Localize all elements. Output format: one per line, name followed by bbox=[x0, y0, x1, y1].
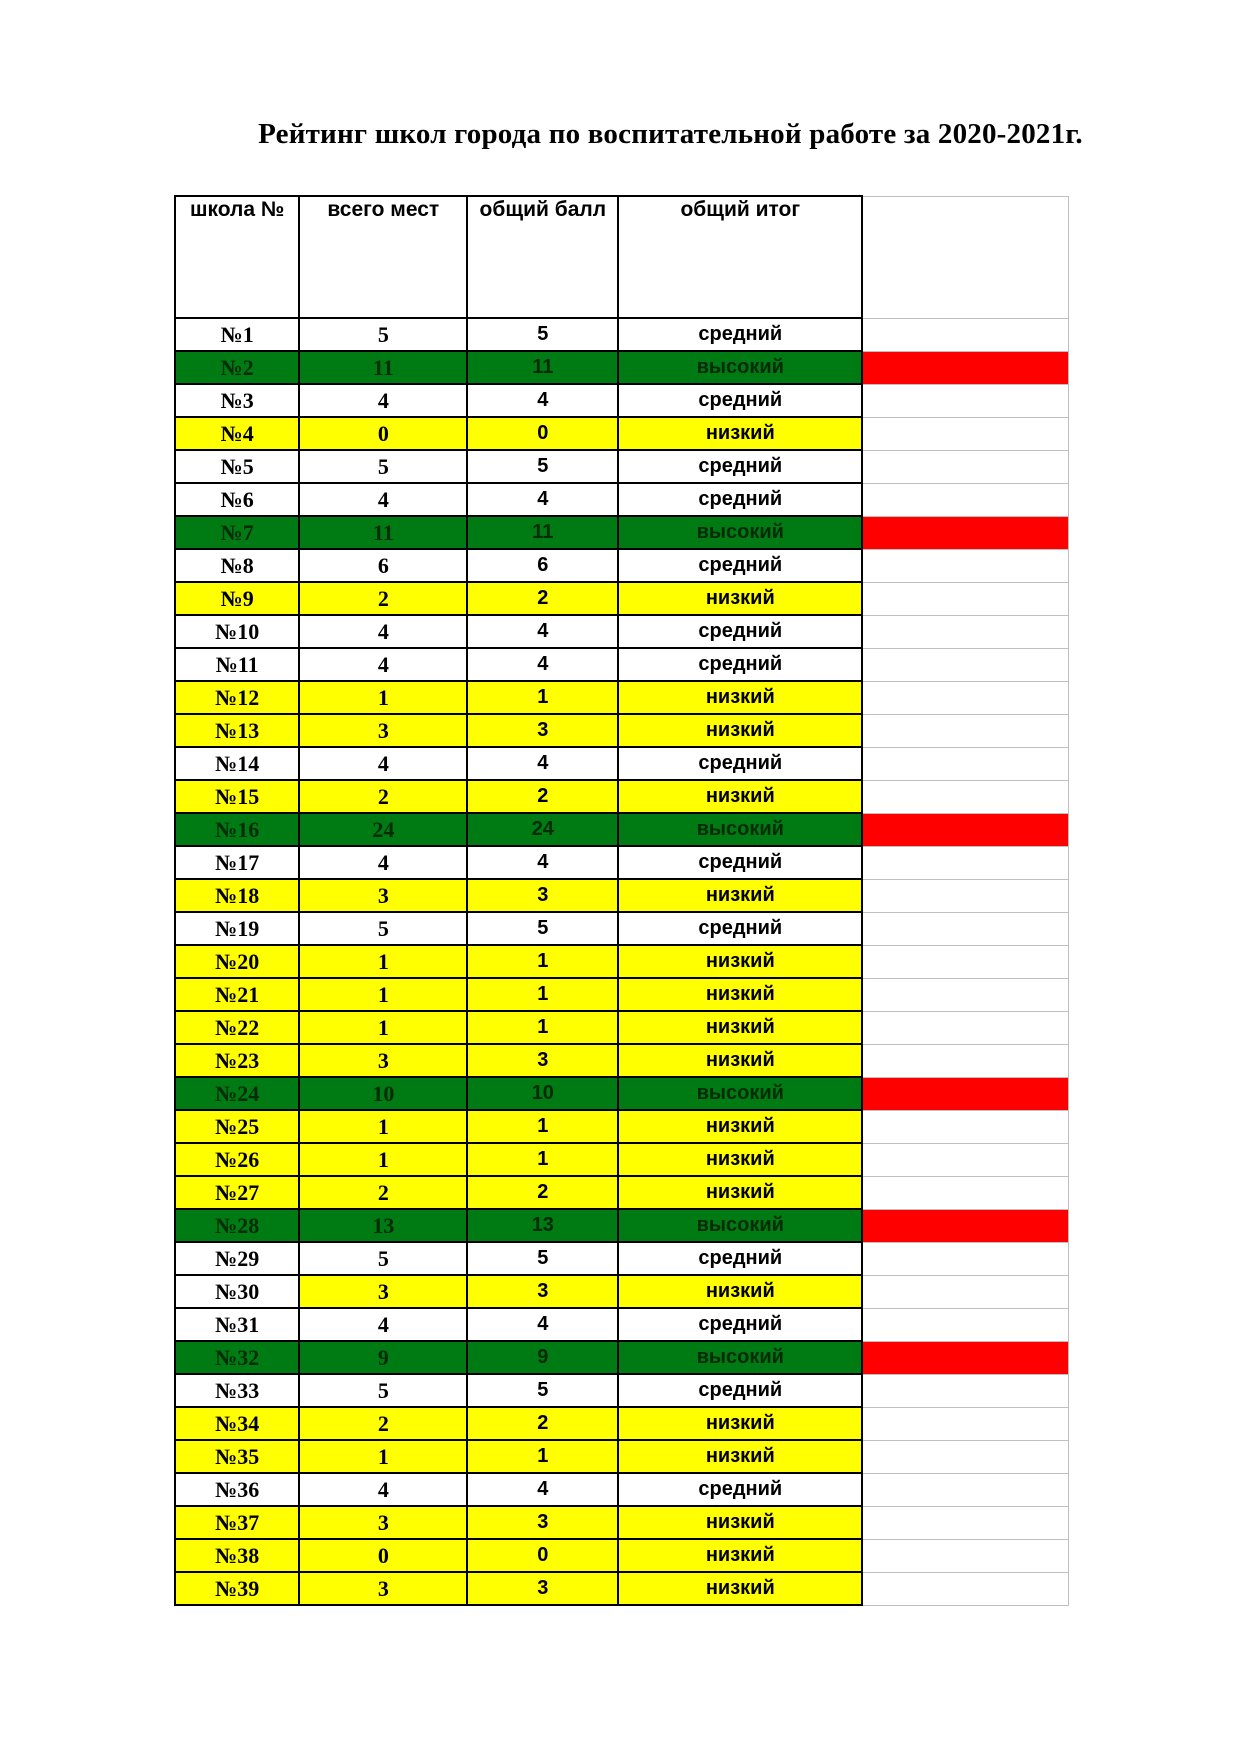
empty-mark-cell bbox=[862, 1176, 1068, 1209]
result-cell: низкий bbox=[618, 417, 862, 450]
score-cell: 0 bbox=[467, 417, 618, 450]
result-cell: высокий bbox=[618, 516, 862, 549]
places-cell: 1 bbox=[299, 945, 467, 978]
score-cell: 10 bbox=[467, 1077, 618, 1110]
table-row bbox=[175, 1308, 1068, 1341]
empty-mark-cell bbox=[862, 318, 1068, 351]
school-cell: №22 bbox=[175, 1011, 299, 1044]
places-cell: 4 bbox=[299, 384, 467, 417]
empty-mark-cell bbox=[862, 780, 1068, 813]
table-row bbox=[175, 384, 1068, 417]
table-row bbox=[175, 549, 1068, 582]
empty-mark-cell bbox=[862, 1044, 1068, 1077]
result-cell: низкий bbox=[618, 1506, 862, 1539]
result-cell: средний bbox=[618, 846, 862, 879]
school-cell: №21 bbox=[175, 978, 299, 1011]
score-cell: 1 bbox=[467, 978, 618, 1011]
table-row bbox=[175, 1407, 1068, 1440]
places-cell: 11 bbox=[299, 516, 467, 549]
places-cell: 1 bbox=[299, 1143, 467, 1176]
result-cell: высокий bbox=[618, 351, 862, 384]
result-cell: средний bbox=[618, 549, 862, 582]
table-row bbox=[175, 945, 1068, 978]
school-cell: №36 bbox=[175, 1473, 299, 1506]
school-cell: №27 bbox=[175, 1176, 299, 1209]
places-cell: 5 bbox=[299, 1374, 467, 1407]
result-cell: низкий bbox=[618, 1539, 862, 1572]
score-cell: 1 bbox=[467, 1011, 618, 1044]
empty-mark-cell bbox=[862, 681, 1068, 714]
table-row bbox=[175, 1539, 1068, 1572]
empty-mark-cell bbox=[862, 714, 1068, 747]
highlight-mark bbox=[862, 813, 1068, 846]
score-cell: 4 bbox=[467, 483, 618, 516]
empty-mark-cell bbox=[862, 1011, 1068, 1044]
places-cell: 1 bbox=[299, 681, 467, 714]
places-cell: 6 bbox=[299, 549, 467, 582]
places-cell: 5 bbox=[299, 450, 467, 483]
score-cell: 4 bbox=[467, 1308, 618, 1341]
school-cell: №8 bbox=[175, 549, 299, 582]
table-row bbox=[175, 1341, 1068, 1374]
places-cell: 2 bbox=[299, 1176, 467, 1209]
score-cell: 5 bbox=[467, 450, 618, 483]
empty-mark-cell bbox=[862, 549, 1068, 582]
highlight-mark bbox=[862, 516, 1068, 549]
places-cell: 5 bbox=[299, 318, 467, 351]
header-row bbox=[175, 196, 1068, 318]
score-cell: 2 bbox=[467, 780, 618, 813]
places-cell: 24 bbox=[299, 813, 467, 846]
score-cell: 4 bbox=[467, 1473, 618, 1506]
score-cell: 24 bbox=[467, 813, 618, 846]
places-cell: 3 bbox=[299, 714, 467, 747]
school-cell: №4 bbox=[175, 417, 299, 450]
empty-mark-cell bbox=[862, 846, 1068, 879]
school-cell: №32 bbox=[175, 1341, 299, 1374]
places-cell: 1 bbox=[299, 1011, 467, 1044]
table-row bbox=[175, 1374, 1068, 1407]
table-row bbox=[175, 483, 1068, 516]
school-cell: №20 bbox=[175, 945, 299, 978]
result-cell: средний bbox=[618, 648, 862, 681]
empty-mark-cell bbox=[862, 1143, 1068, 1176]
table-row bbox=[175, 1242, 1068, 1275]
school-cell: №11 bbox=[175, 648, 299, 681]
school-cell: №3 bbox=[175, 384, 299, 417]
table-header bbox=[175, 196, 1068, 318]
header-result: общий итог bbox=[618, 196, 862, 318]
school-cell: №37 bbox=[175, 1506, 299, 1539]
empty-mark-cell bbox=[862, 1308, 1068, 1341]
result-cell: средний bbox=[618, 1308, 862, 1341]
places-cell: 5 bbox=[299, 1242, 467, 1275]
result-cell: низкий bbox=[618, 1572, 862, 1605]
score-cell: 5 bbox=[467, 1242, 618, 1275]
school-cell: №19 bbox=[175, 912, 299, 945]
score-cell: 0 bbox=[467, 1539, 618, 1572]
score-cell: 11 bbox=[467, 516, 618, 549]
table-row bbox=[175, 351, 1068, 384]
empty-mark-cell bbox=[862, 945, 1068, 978]
school-cell: №33 bbox=[175, 1374, 299, 1407]
empty-mark-cell bbox=[862, 912, 1068, 945]
table-body bbox=[175, 318, 1068, 1605]
score-cell: 3 bbox=[467, 879, 618, 912]
places-cell: 4 bbox=[299, 1473, 467, 1506]
empty-mark-cell bbox=[862, 450, 1068, 483]
result-cell: средний bbox=[618, 747, 862, 780]
table-row bbox=[175, 780, 1068, 813]
table-row bbox=[175, 582, 1068, 615]
school-cell: №35 bbox=[175, 1440, 299, 1473]
table-row bbox=[175, 648, 1068, 681]
result-cell: низкий bbox=[618, 1011, 862, 1044]
result-cell: высокий bbox=[618, 1077, 862, 1110]
places-cell: 5 bbox=[299, 912, 467, 945]
highlight-mark bbox=[862, 351, 1068, 384]
places-cell: 3 bbox=[299, 1506, 467, 1539]
empty-mark-cell bbox=[862, 615, 1068, 648]
result-cell: средний bbox=[618, 450, 862, 483]
empty-mark-cell bbox=[862, 1374, 1068, 1407]
result-cell: низкий bbox=[618, 1275, 862, 1308]
result-cell: низкий bbox=[618, 945, 862, 978]
table-row bbox=[175, 1473, 1068, 1506]
places-cell: 4 bbox=[299, 1308, 467, 1341]
score-cell: 3 bbox=[467, 714, 618, 747]
school-cell: №39 bbox=[175, 1572, 299, 1605]
score-cell: 4 bbox=[467, 846, 618, 879]
table-row bbox=[175, 1143, 1068, 1176]
empty-mark-cell bbox=[862, 1407, 1068, 1440]
school-cell: №30 bbox=[175, 1275, 299, 1308]
rating-table bbox=[174, 195, 1069, 1606]
score-cell: 4 bbox=[467, 384, 618, 417]
result-cell: средний bbox=[618, 483, 862, 516]
result-cell: высокий bbox=[618, 1341, 862, 1374]
header-places: всего мест bbox=[299, 196, 467, 318]
empty-mark-cell bbox=[862, 384, 1068, 417]
places-cell: 1 bbox=[299, 978, 467, 1011]
school-cell: №26 bbox=[175, 1143, 299, 1176]
places-cell: 10 bbox=[299, 1077, 467, 1110]
places-cell: 1 bbox=[299, 1440, 467, 1473]
score-cell: 5 bbox=[467, 318, 618, 351]
places-cell: 3 bbox=[299, 1572, 467, 1605]
school-cell: №1 bbox=[175, 318, 299, 351]
table-row bbox=[175, 813, 1068, 846]
empty-mark-cell bbox=[862, 1440, 1068, 1473]
empty-mark-cell bbox=[862, 1506, 1068, 1539]
school-cell: №6 bbox=[175, 483, 299, 516]
school-cell: №29 bbox=[175, 1242, 299, 1275]
places-cell: 9 bbox=[299, 1341, 467, 1374]
places-cell: 4 bbox=[299, 846, 467, 879]
page-title: Рейтинг школ города по воспитательной работе за 2020-2021г. bbox=[258, 118, 1083, 150]
empty-mark-cell bbox=[862, 978, 1068, 1011]
school-cell: №12 bbox=[175, 681, 299, 714]
score-cell: 5 bbox=[467, 1374, 618, 1407]
school-cell: №34 bbox=[175, 1407, 299, 1440]
result-cell: низкий bbox=[618, 1044, 862, 1077]
school-cell: №2 bbox=[175, 351, 299, 384]
result-cell: средний bbox=[618, 1242, 862, 1275]
score-cell: 2 bbox=[467, 1176, 618, 1209]
result-cell: низкий bbox=[618, 879, 862, 912]
places-cell: 4 bbox=[299, 615, 467, 648]
school-cell: №31 bbox=[175, 1308, 299, 1341]
table-row bbox=[175, 318, 1068, 351]
result-cell: средний bbox=[618, 1473, 862, 1506]
result-cell: средний bbox=[618, 384, 862, 417]
places-cell: 4 bbox=[299, 483, 467, 516]
result-cell: средний bbox=[618, 912, 862, 945]
result-cell: низкий bbox=[618, 1407, 862, 1440]
score-cell: 5 bbox=[467, 912, 618, 945]
score-cell: 3 bbox=[467, 1044, 618, 1077]
table-row bbox=[175, 1176, 1068, 1209]
score-cell: 1 bbox=[467, 945, 618, 978]
score-cell: 3 bbox=[467, 1506, 618, 1539]
score-cell: 9 bbox=[467, 1341, 618, 1374]
places-cell: 2 bbox=[299, 780, 467, 813]
table-row bbox=[175, 1572, 1068, 1605]
empty-mark-cell bbox=[862, 483, 1068, 516]
table-row bbox=[175, 846, 1068, 879]
result-cell: низкий bbox=[618, 1440, 862, 1473]
places-cell: 4 bbox=[299, 747, 467, 780]
score-cell: 13 bbox=[467, 1209, 618, 1242]
result-cell: низкий bbox=[618, 714, 862, 747]
school-cell: №25 bbox=[175, 1110, 299, 1143]
score-cell: 11 bbox=[467, 351, 618, 384]
school-cell: №24 bbox=[175, 1077, 299, 1110]
table-row bbox=[175, 417, 1068, 450]
header-mark bbox=[862, 196, 1068, 318]
result-cell: низкий bbox=[618, 681, 862, 714]
table-row bbox=[175, 714, 1068, 747]
school-cell: №5 bbox=[175, 450, 299, 483]
places-cell: 0 bbox=[299, 417, 467, 450]
school-cell: №38 bbox=[175, 1539, 299, 1572]
empty-mark-cell bbox=[862, 1473, 1068, 1506]
table-row bbox=[175, 681, 1068, 714]
table-row bbox=[175, 1077, 1068, 1110]
empty-mark-cell bbox=[862, 1242, 1068, 1275]
places-cell: 3 bbox=[299, 879, 467, 912]
school-cell: №17 bbox=[175, 846, 299, 879]
places-cell: 2 bbox=[299, 1407, 467, 1440]
score-cell: 3 bbox=[467, 1572, 618, 1605]
result-cell: низкий bbox=[618, 1176, 862, 1209]
highlight-mark bbox=[862, 1341, 1068, 1374]
result-cell: низкий bbox=[618, 1143, 862, 1176]
result-cell: средний bbox=[618, 615, 862, 648]
empty-mark-cell bbox=[862, 747, 1068, 780]
highlight-mark bbox=[862, 1077, 1068, 1110]
table-row bbox=[175, 516, 1068, 549]
empty-mark-cell bbox=[862, 879, 1068, 912]
table-row bbox=[175, 1011, 1068, 1044]
school-cell: №13 bbox=[175, 714, 299, 747]
table-row bbox=[175, 1506, 1068, 1539]
score-cell: 1 bbox=[467, 1110, 618, 1143]
table-row bbox=[175, 1044, 1068, 1077]
empty-mark-cell bbox=[862, 1110, 1068, 1143]
result-cell: низкий bbox=[618, 780, 862, 813]
table-row bbox=[175, 1209, 1068, 1242]
table-row bbox=[175, 879, 1068, 912]
places-cell: 1 bbox=[299, 1110, 467, 1143]
school-cell: №23 bbox=[175, 1044, 299, 1077]
school-cell: №10 bbox=[175, 615, 299, 648]
result-cell: средний bbox=[618, 318, 862, 351]
score-cell: 4 bbox=[467, 615, 618, 648]
header-score: общий балл bbox=[467, 196, 618, 318]
places-cell: 3 bbox=[299, 1275, 467, 1308]
empty-mark-cell bbox=[862, 648, 1068, 681]
places-cell: 0 bbox=[299, 1539, 467, 1572]
score-cell: 2 bbox=[467, 582, 618, 615]
school-cell: №15 bbox=[175, 780, 299, 813]
header-school: школа № bbox=[175, 196, 299, 318]
score-cell: 1 bbox=[467, 681, 618, 714]
table-row bbox=[175, 450, 1068, 483]
result-cell: низкий bbox=[618, 1110, 862, 1143]
places-cell: 13 bbox=[299, 1209, 467, 1242]
result-cell: высокий bbox=[618, 1209, 862, 1242]
score-cell: 2 bbox=[467, 1407, 618, 1440]
empty-mark-cell bbox=[862, 417, 1068, 450]
school-cell: №28 bbox=[175, 1209, 299, 1242]
table-row bbox=[175, 912, 1068, 945]
empty-mark-cell bbox=[862, 582, 1068, 615]
school-cell: №9 bbox=[175, 582, 299, 615]
school-cell: №7 bbox=[175, 516, 299, 549]
places-cell: 4 bbox=[299, 648, 467, 681]
empty-mark-cell bbox=[862, 1539, 1068, 1572]
places-cell: 2 bbox=[299, 582, 467, 615]
result-cell: высокий bbox=[618, 813, 862, 846]
places-cell: 11 bbox=[299, 351, 467, 384]
highlight-mark bbox=[862, 1209, 1068, 1242]
places-cell: 3 bbox=[299, 1044, 467, 1077]
table-row bbox=[175, 1440, 1068, 1473]
score-cell: 4 bbox=[467, 648, 618, 681]
result-cell: низкий bbox=[618, 582, 862, 615]
school-cell: №18 bbox=[175, 879, 299, 912]
table-row bbox=[175, 615, 1068, 648]
school-cell: №16 bbox=[175, 813, 299, 846]
empty-mark-cell bbox=[862, 1572, 1068, 1605]
table-row bbox=[175, 1275, 1068, 1308]
result-cell: низкий bbox=[618, 978, 862, 1011]
empty-mark-cell bbox=[862, 1275, 1068, 1308]
table-row bbox=[175, 978, 1068, 1011]
score-cell: 1 bbox=[467, 1143, 618, 1176]
table-row bbox=[175, 747, 1068, 780]
result-cell: средний bbox=[618, 1374, 862, 1407]
score-cell: 3 bbox=[467, 1275, 618, 1308]
score-cell: 1 bbox=[467, 1440, 618, 1473]
table-row bbox=[175, 1110, 1068, 1143]
score-cell: 4 bbox=[467, 747, 618, 780]
school-cell: №14 bbox=[175, 747, 299, 780]
score-cell: 6 bbox=[467, 549, 618, 582]
